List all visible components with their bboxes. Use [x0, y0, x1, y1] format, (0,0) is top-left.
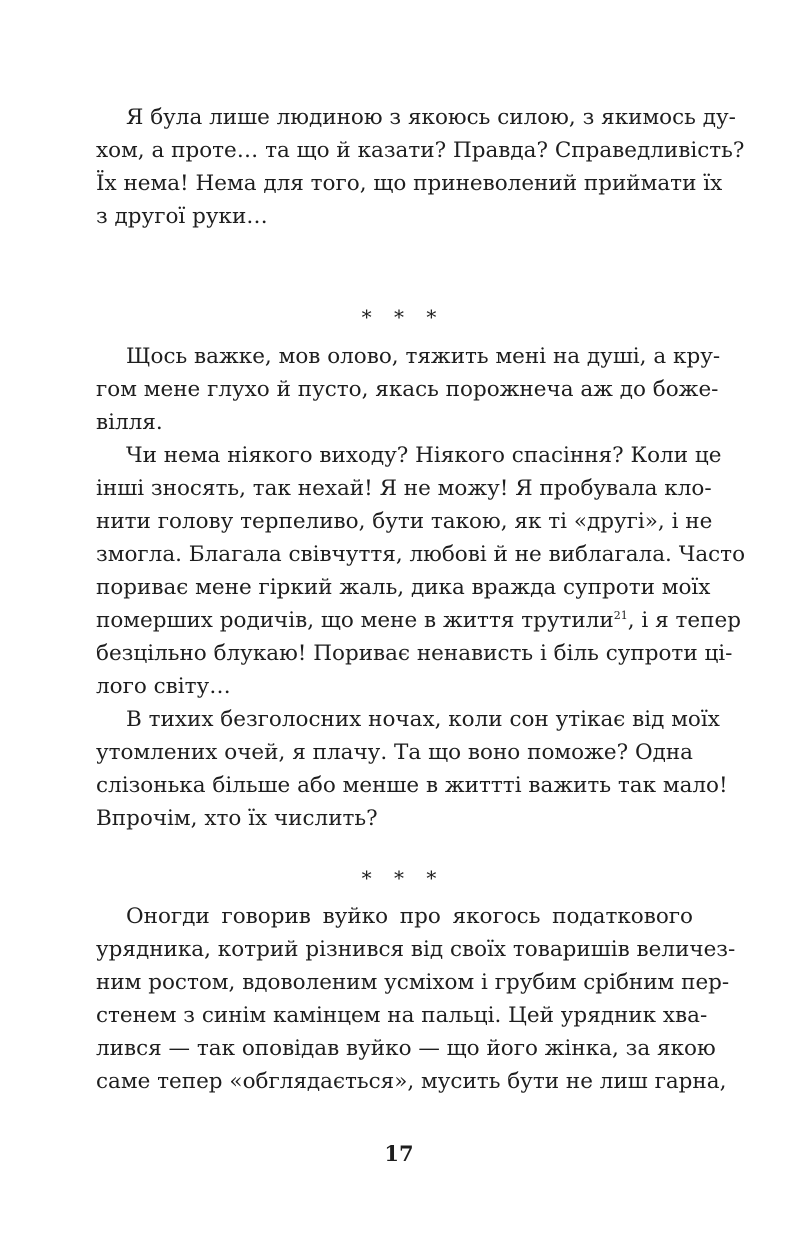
text-line: безцільно блукаю! Пориває ненависть і біль супроти ці- — [96, 641, 733, 666]
text-line: Чи нема ніякого виходу? Ніякого спасіння? Коли це — [126, 443, 722, 468]
text-line: пориває мене гіркий жаль, дика вражда супроти моїх — [96, 575, 711, 600]
text-line: Я була лише людиною з якоюсь силою, з якимось ду- — [126, 105, 736, 130]
text-line: Щось важке, мов олово, тяжить мені на душі, а кру- — [126, 344, 721, 369]
text-line: хом, а проте… та що й казати? Правда? Справедливість? — [96, 138, 745, 163]
text-block-2 — [96, 340, 746, 835]
text-fragment: померших родичів, що мене в життя трутили — [96, 608, 614, 633]
section-separator: * * * — [361, 305, 445, 329]
text-block-1 — [96, 101, 745, 233]
text-fragment: , і я тепер — [627, 608, 741, 633]
text-line: стенем з синім камінцем на пальці. Цей урядник хва- — [96, 1003, 708, 1028]
text-line: нити голову терпеливо, бути такою, як ті «другі», і не — [96, 509, 713, 534]
text-line: слізонька більше або менше в життті важить так мало! — [96, 773, 728, 798]
text-line-with-footnote — [96, 604, 741, 637]
text-line: змогла. Благала свівчуття, любові й не виблагала. Часто — [96, 542, 746, 567]
text-line: Впрочім, хто їх числить? — [96, 806, 378, 831]
text-line: з другої руки… — [96, 204, 268, 229]
text-line: урядника, котрий різнився від своїх товаришів величез- — [96, 937, 736, 962]
footnote-marker[interactable]: 21 — [613, 608, 628, 622]
text-block-3 — [96, 900, 736, 1098]
section-separator: * * * — [361, 866, 445, 890]
text-line: утомлених очей, я плачу. Та що воно поможе? Одна — [96, 740, 693, 765]
text-line: гом мене глухо й пусто, якась порожнеча аж до боже- — [96, 377, 719, 402]
text-line: саме тепер «обглядається», мусить бути не лиш гарна, — [96, 1069, 727, 1094]
text-line: лився — так оповідав вуйко — що його жінка, за якою — [96, 1036, 716, 1061]
text-line: В тихих безголосних ночах, коли сон утікає від моїх — [126, 707, 720, 732]
text-line: ним ростом, вдоволеним усміхом і грубим срібним пер- — [96, 970, 730, 995]
text-line: вілля. — [96, 410, 163, 435]
text-line: Оногди говорив вуйко про якогось податкового — [126, 904, 693, 929]
page-number: 17 — [384, 1141, 414, 1166]
text-line: інші зносять, так нехай! Я не можу! Я пробувала кло- — [96, 476, 712, 501]
text-line: лого світу… — [96, 674, 231, 699]
text-line: Їх нема! Нема для того, що приневолений приймати їх — [96, 171, 723, 196]
